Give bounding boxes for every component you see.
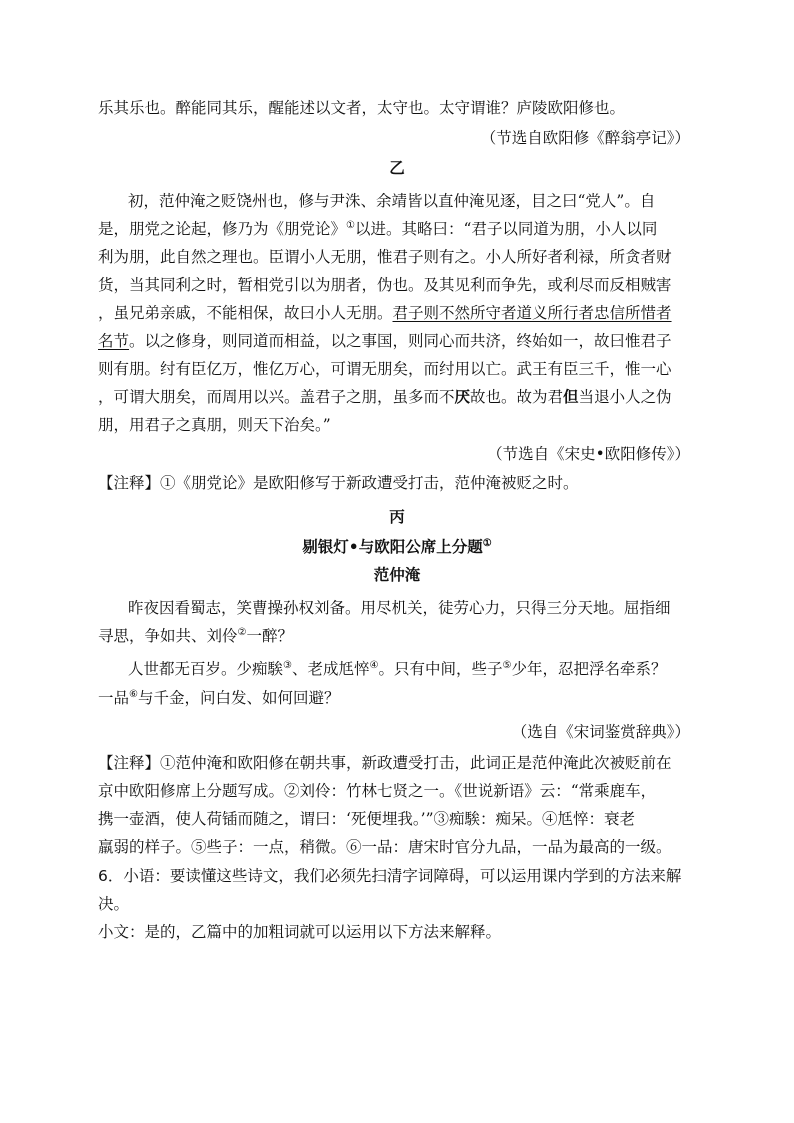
jia-source: （节选自欧阳修《醉翁亭记》） — [480, 129, 690, 147]
yi-text-line: 利为朋，此自然之理也。臣谓小人无朋，惟君子则有之。小人所好者利禄，所贪者财 — [98, 248, 672, 266]
bing-note-line: 京中欧阳修席上分题写成。②刘伶：竹林七贤之一。《世说新语》云：“常乘鹿车， — [98, 782, 657, 800]
yi-text-line: ，虽兄弟亲戚，不能相保，故曰小人无朋。君子则不然所守者道义所行者忠信所惜者 — [98, 304, 672, 322]
question-line: 小文：是的，乙篇中的加粗词就可以运用以下方法来解释。 — [98, 923, 502, 941]
bold-word: 但 — [563, 387, 579, 406]
yi-text-line: 则有朋。纣有臣亿万，惟亿万心，可谓无朋矣，而纣用以亡。武王有臣三千，惟一心 — [98, 360, 672, 378]
yi-note: 【注释】①《朋党论》是欧阳修写于新政遭受打击，范仲淹被贬之时。 — [98, 474, 579, 492]
underlined-sentence: 名节 — [98, 332, 130, 350]
section-heading-bing: 丙 — [389, 507, 405, 526]
bold-word: 厌 — [454, 387, 471, 406]
yi-text-line: 名节。以之修身，则同道而相益，以之事国，则同心而共济，终始如一，故曰惟君子 — [98, 332, 672, 350]
poem-line: 人世都无百岁。少痴騃③、老成尪悴④。只有中间，些子⑤少年，忍把浮名牵系？ — [128, 659, 667, 678]
bing-note-line: 羸弱的样子。⑤些子：一点，稍微。⑥一品：唐宋时官分九品，一品为最高的一级。 — [98, 838, 672, 856]
question-line: 决。 — [98, 895, 130, 913]
bing-source: （选自《宋词鉴赏辞典》） — [511, 723, 690, 741]
question-line: 6．小语：要读懂这些诗文，我们必须先扫清字词障碍，可以运用课内学到的方法来解 — [98, 867, 682, 885]
yi-text-line: 朋，用君子之真朋，则天下治矣。” — [98, 416, 331, 434]
poem-line: 一品⑥与千金，问白发、如何回避？ — [98, 688, 340, 707]
bing-note-line: 【注释】①范仲淹和欧阳修在朝共事，新政遭受打击，此词正是范仲淹此次被贬前在 — [98, 754, 672, 772]
poem-author: 范仲淹 — [373, 565, 421, 584]
yi-text-line: ，可谓大朋矣，而周用以兴。盖君子之朋，虽多而不厌故也。故为君但当退小人之伪 — [98, 387, 672, 406]
yi-text-line: 是，朋党之论起，修乃为《朋党论》①以进。其略曰：“君子以同道为朋，小人以同 — [98, 219, 658, 238]
yi-source: （节选自《宋史•欧阳修传》） — [487, 445, 690, 463]
yi-text-line: 货，当其同利之时，暂相党引以为朋者，伪也。及其见利而争先，或利尽而反相贼害 — [98, 276, 672, 294]
bing-note-line: 携一壶酒，使人荷锸而随之，谓曰：‘死便埋我。’”③痴騃：痴呆。④尪悴：衰老 — [98, 810, 636, 828]
jia-text-line: 乐其乐也。醉能同其乐，醒能述以文者，太守也。太守谓谁？庐陵欧阳修也。 — [98, 99, 626, 117]
poem-title: 剔银灯•与欧阳公席上分题① — [302, 537, 492, 556]
poem-line: 昨夜因看蜀志，笑曹操孙权刘备。用尽机关，徒劳心力，只得三分天地。屈指细 — [128, 599, 671, 617]
section-heading-yi: 乙 — [389, 158, 405, 177]
poem-line: 寻思，争如共、刘伶②一醉？ — [98, 626, 293, 645]
yi-text-line: 初，范仲淹之贬饶州也，修与尹洙、余靖皆以直仲淹见逐，目之曰“党人”。自 — [128, 192, 656, 210]
underlined-sentence: 君子则不然所守者道义所行者忠信所惜者 — [392, 304, 672, 322]
